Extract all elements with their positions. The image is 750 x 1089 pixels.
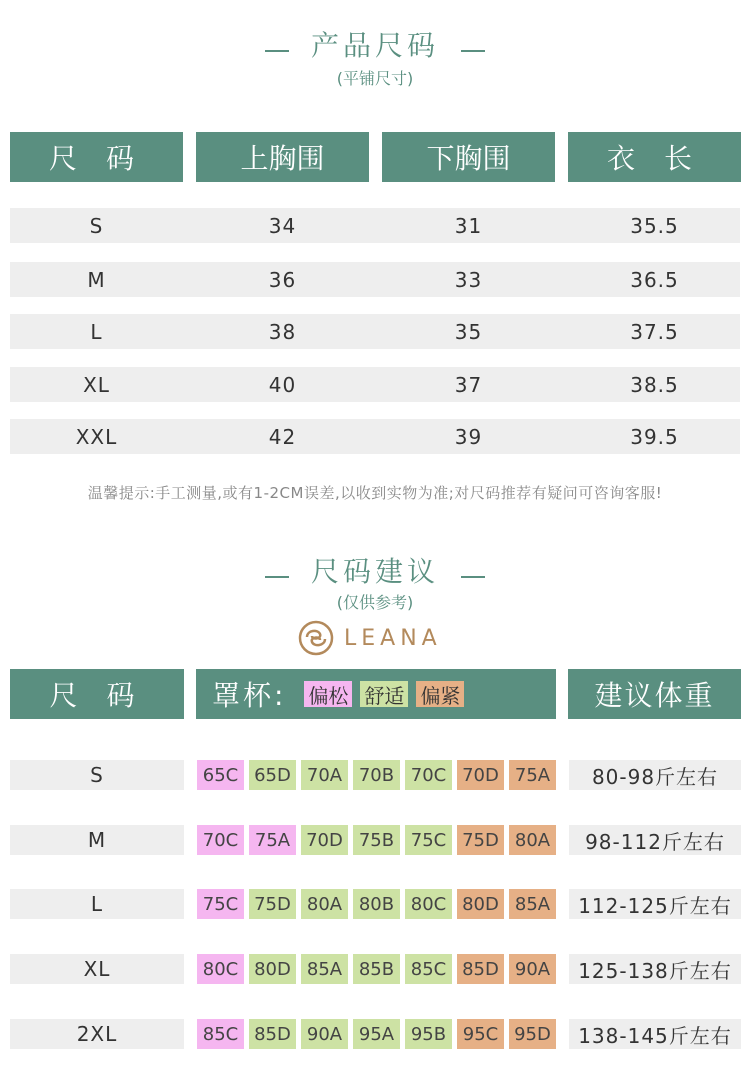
cup-size-chip: 75C bbox=[197, 889, 244, 919]
cell-upper-bust: 36 bbox=[268, 267, 297, 292]
cup-size-chip: 80C bbox=[197, 954, 244, 984]
cup-size-chip: 85D bbox=[457, 954, 504, 984]
rec-cell-size: M bbox=[10, 825, 184, 855]
cup-size-chip: 85D bbox=[249, 1019, 296, 1049]
cell-under-bust: 37 bbox=[454, 372, 483, 397]
cup-size-chip: 70D bbox=[301, 825, 348, 855]
section1-title: 产品尺码 bbox=[310, 29, 439, 62]
cell-length: 39.5 bbox=[630, 424, 679, 449]
cup-size-chip: 70D bbox=[457, 760, 504, 790]
header-size: 尺 码 bbox=[10, 669, 184, 719]
cell-size: S bbox=[89, 213, 104, 238]
cell-upper-bust: 40 bbox=[268, 372, 297, 397]
cell-under-bust: 31 bbox=[454, 213, 483, 238]
cell-under-bust: 35 bbox=[454, 319, 483, 344]
table-row bbox=[10, 419, 740, 454]
rec-cell-size: S bbox=[10, 760, 184, 790]
cup-size-chip: 70A bbox=[301, 760, 348, 790]
legend-tight: 偏紧 bbox=[416, 681, 464, 707]
cell-size: XXL bbox=[75, 424, 118, 449]
cell-size: M bbox=[87, 267, 106, 292]
rec-cell-weight: 98-112斤左右 bbox=[569, 825, 741, 855]
cell-length: 37.5 bbox=[630, 319, 679, 344]
rec-cell-size: 2XL bbox=[10, 1019, 184, 1049]
cup-size-chip: 80C bbox=[405, 889, 452, 919]
cell-size: XL bbox=[83, 372, 110, 397]
cup-size-chip: 95B bbox=[405, 1019, 452, 1049]
cup-size-chip: 75D bbox=[457, 825, 504, 855]
header-size: 尺 码 bbox=[10, 132, 183, 182]
section1-title-row bbox=[0, 24, 750, 64]
cell-upper-bust: 34 bbox=[268, 213, 297, 238]
header-under-bust: 下胸围 bbox=[382, 132, 555, 182]
title-dash-right bbox=[461, 50, 485, 52]
cup-size-chip: 70B bbox=[353, 760, 400, 790]
title-dash-left bbox=[265, 576, 289, 578]
section2-title-row bbox=[0, 550, 750, 590]
rec-cell-weight: 80-98斤左右 bbox=[569, 760, 741, 790]
title-dash-right bbox=[461, 576, 485, 578]
header-cup-label: 罩杯: bbox=[212, 679, 287, 712]
rec-cell-weight: 138-145斤左右 bbox=[569, 1019, 741, 1049]
cup-size-chip: 70C bbox=[405, 760, 452, 790]
cup-size-chip: 65D bbox=[249, 760, 296, 790]
cup-size-chip: 85A bbox=[301, 954, 348, 984]
table-row bbox=[10, 262, 740, 297]
cup-size-chip: 85B bbox=[353, 954, 400, 984]
legend-loose: 偏松 bbox=[304, 681, 352, 707]
cup-size-chip: 65C bbox=[197, 760, 244, 790]
cell-under-bust: 39 bbox=[454, 424, 483, 449]
cell-upper-bust: 42 bbox=[268, 424, 297, 449]
table-row bbox=[10, 367, 740, 402]
brand-emblem-icon bbox=[298, 620, 334, 656]
cell-length: 36.5 bbox=[630, 267, 679, 292]
section2-title: 尺码建议 bbox=[310, 555, 439, 588]
cell-length: 35.5 bbox=[630, 213, 679, 238]
header-weight: 建议体重 bbox=[568, 669, 741, 719]
cup-size-chip: 95C bbox=[457, 1019, 504, 1049]
cup-size-chip: 95A bbox=[353, 1019, 400, 1049]
cell-upper-bust: 38 bbox=[268, 319, 297, 344]
table-row bbox=[10, 314, 740, 349]
title-dash-left bbox=[265, 50, 289, 52]
rec-cell-size: L bbox=[10, 889, 184, 919]
rec-cell-weight: 125-138斤左右 bbox=[569, 954, 741, 984]
cup-size-chip: 85A bbox=[509, 889, 556, 919]
cup-size-chip: 75B bbox=[353, 825, 400, 855]
cup-size-chip: 85C bbox=[197, 1019, 244, 1049]
cup-size-chip: 80B bbox=[353, 889, 400, 919]
cup-size-chip: 75C bbox=[405, 825, 452, 855]
cup-size-chip: 85C bbox=[405, 954, 452, 984]
legend-comfortable: 舒适 bbox=[360, 681, 408, 707]
section1-subtitle: (平铺尺寸) bbox=[336, 69, 414, 88]
cup-size-chip: 75A bbox=[509, 760, 556, 790]
cup-size-chip: 80A bbox=[301, 889, 348, 919]
cup-size-chip: 90A bbox=[301, 1019, 348, 1049]
cup-size-chip: 80A bbox=[509, 825, 556, 855]
cup-size-chip: 80D bbox=[249, 954, 296, 984]
cup-size-chip: 75A bbox=[249, 825, 296, 855]
cup-size-chip: 90A bbox=[509, 954, 556, 984]
table-row bbox=[10, 208, 740, 243]
cell-under-bust: 33 bbox=[454, 267, 483, 292]
cup-size-chip: 95D bbox=[509, 1019, 556, 1049]
cup-size-chip: 70C bbox=[197, 825, 244, 855]
section2-subtitle: (仅供参考) bbox=[336, 593, 414, 612]
rec-cell-weight: 112-125斤左右 bbox=[569, 889, 741, 919]
header-upper-bust: 上胸围 bbox=[196, 132, 369, 182]
header-cup bbox=[196, 669, 556, 719]
cell-length: 38.5 bbox=[630, 372, 679, 397]
brand-logo bbox=[298, 620, 442, 656]
rec-cell-size: XL bbox=[10, 954, 184, 984]
cell-size: L bbox=[90, 319, 103, 344]
header-length: 衣 长 bbox=[568, 132, 741, 182]
measurement-note: 温馨提示:手工测量,或有1-2CM误差,以收到实物为准;对尺码推荐有疑问可咨询客服! bbox=[87, 484, 663, 502]
brand-name: LEANA bbox=[344, 625, 442, 651]
cup-size-chip: 75D bbox=[249, 889, 296, 919]
cup-size-chip: 80D bbox=[457, 889, 504, 919]
